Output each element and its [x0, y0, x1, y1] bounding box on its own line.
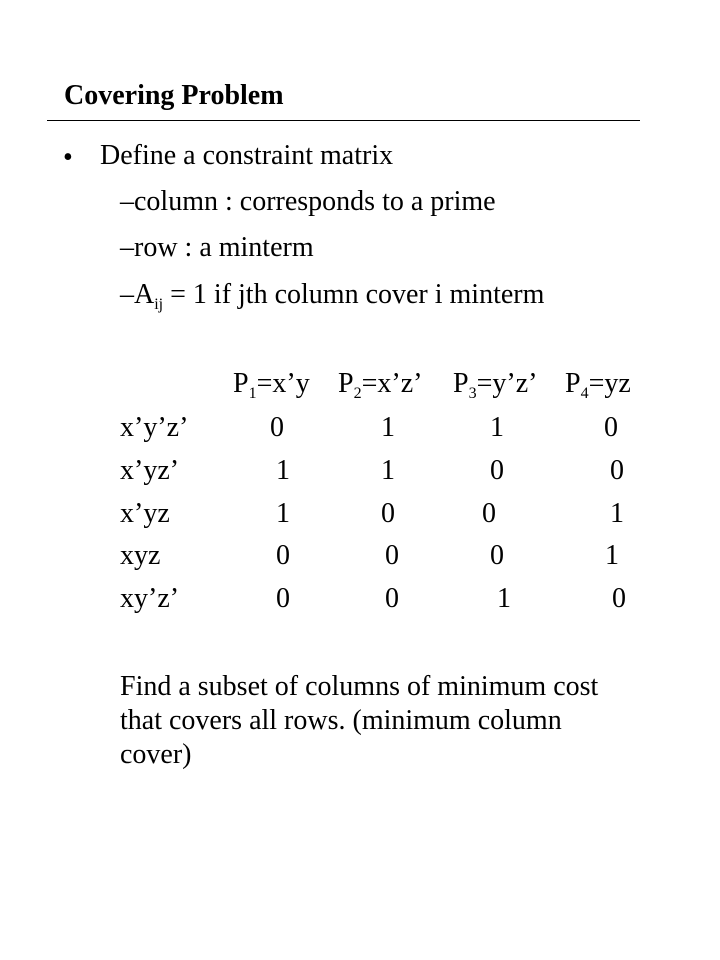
matrix-cell: 0	[482, 498, 496, 529]
slide-title: Covering Problem	[64, 80, 284, 111]
matrix-cell: 1	[276, 498, 290, 529]
matrix-cell: 1	[490, 412, 504, 443]
header-p3-rest: =y’z’	[476, 368, 538, 399]
matrix-cell: 1	[276, 455, 290, 486]
matrix-cell: 1	[610, 498, 624, 529]
matrix-cell: 0	[612, 583, 626, 614]
matrix-cell: 0	[270, 412, 284, 443]
closing-paragraph: Find a subset of columns of minimum cost that covers all rows. (minimum column cover)	[120, 671, 599, 770]
matrix-cell: 0	[385, 583, 399, 614]
sub-item-row: –row : a minterm	[120, 232, 314, 263]
matrix-cell: 0	[490, 540, 504, 571]
header-p3-base: P	[453, 368, 469, 399]
column-header-p3	[453, 368, 538, 402]
aij-prefix: –A	[120, 279, 155, 310]
row-label: x’yz’	[120, 455, 180, 486]
column-header-p2	[338, 368, 423, 402]
matrix-cell: 1	[381, 455, 395, 486]
matrix-cell: 1	[605, 540, 619, 571]
header-p4-sub: 4	[580, 385, 589, 402]
row-label: x’y’z’	[120, 412, 189, 443]
header-p4-rest: =yz	[588, 368, 631, 399]
sub-item-aij	[120, 279, 545, 313]
header-p3-sub: 3	[468, 385, 477, 402]
matrix-cell: 0	[604, 412, 618, 443]
matrix-cell: 0	[385, 540, 399, 571]
matrix-cell: 0	[490, 455, 504, 486]
aij-subscript: ij	[154, 296, 164, 313]
header-p2-rest: =x’z’	[361, 368, 423, 399]
matrix-cell: 0	[276, 540, 290, 571]
bullet-marker: •	[63, 142, 73, 173]
matrix-cell: 0	[381, 498, 395, 529]
matrix-cell: 0	[276, 583, 290, 614]
header-p1-rest: =x’y	[256, 368, 310, 399]
header-p2-base: P	[338, 368, 354, 399]
header-p2-sub: 2	[353, 385, 362, 402]
bullet-text: Define a constraint matrix	[100, 140, 394, 171]
row-label: xy’z’	[120, 583, 180, 614]
header-p1-base: P	[233, 368, 249, 399]
title-divider	[47, 120, 640, 121]
header-p4-base: P	[565, 368, 581, 399]
matrix-cell: 1	[381, 412, 395, 443]
sub-item-column: –column : corresponds to a prime	[120, 186, 496, 217]
row-label: xyz	[120, 540, 161, 571]
matrix-cell: 0	[610, 455, 624, 486]
column-header-p4	[565, 368, 631, 402]
header-p1-sub: 1	[248, 385, 257, 402]
matrix-cell: 1	[497, 583, 511, 614]
aij-suffix: = 1 if jth column cover i minterm	[163, 279, 545, 310]
row-label: x’yz	[120, 498, 170, 529]
column-header-p1	[233, 368, 310, 402]
